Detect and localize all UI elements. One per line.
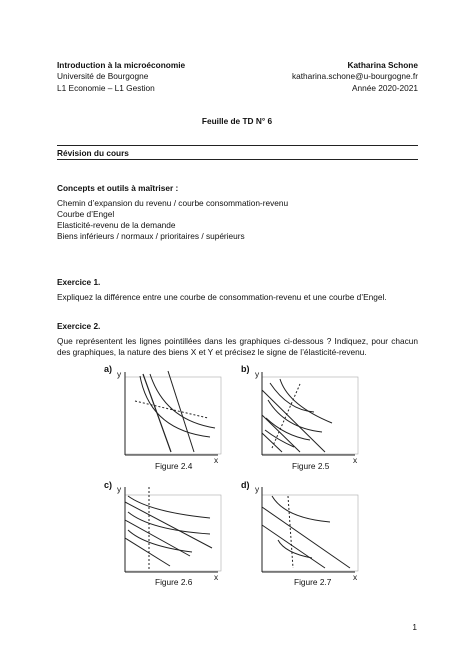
course-title: Introduction à la microéconomie — [57, 60, 186, 70]
page-title: Feuille de TD N° 6 — [201, 116, 273, 126]
figure-a — [125, 371, 221, 455]
section-title: Révision du cours — [57, 148, 129, 158]
axis-label-y-b: y — [255, 369, 260, 379]
figure-caption-d: Figure 2.7 — [294, 577, 332, 587]
panel-label-c: c) — [104, 480, 113, 490]
exercise1-text: Expliquez la différence entre une courbe de consommation-revenu et une courbe d’Engel. — [57, 292, 387, 302]
axis-label-y-d: y — [255, 484, 260, 494]
figure-caption-a: Figure 2.4 — [155, 461, 193, 471]
axis-label-x-d: x — [353, 572, 358, 582]
concept-item: Elasticité-revenu de la demande — [57, 220, 176, 230]
figure-b — [262, 372, 358, 455]
exercise2-text: Que représentent les lignes pointillées dans les graphiques ci-dessous ? Indiquez, pour chacun des graphiques, la nature des biens X et Y et précisez le signe de l’élasticité-revenu. — [57, 336, 418, 357]
concept-item: Biens inférieurs / normaux / prioritaires / supérieurs — [57, 231, 245, 241]
panel-label-b: b) — [241, 364, 250, 374]
university: Université de Bourgogne — [57, 71, 149, 81]
figure-caption-c: Figure 2.6 — [155, 577, 193, 587]
panel-label-a: a) — [104, 364, 113, 374]
page-number: 1 — [412, 622, 417, 632]
axis-label-x-c: x — [214, 572, 219, 582]
axis-label-x-a: x — [214, 455, 219, 465]
exercise2-heading: Exercice 2. — [57, 321, 101, 331]
axis-label-y-a: y — [117, 369, 122, 379]
figure-caption-b: Figure 2.5 — [292, 461, 330, 471]
concepts-heading: Concepts et outils à maîtriser : — [57, 183, 179, 193]
figure-d — [262, 487, 358, 572]
exercise1-heading: Exercice 1. — [57, 277, 101, 287]
axis-label-y-c: y — [117, 484, 122, 494]
axis-label-x-b: x — [353, 455, 358, 465]
author-name: Katharina Schone — [347, 60, 418, 70]
program: L1 Economie – L1 Gestion — [57, 83, 155, 93]
figure-c — [125, 487, 221, 572]
concept-item: Chemin d’expansion du revenu / courbe consommation-revenu — [57, 198, 289, 208]
author-email[interactable]: katharina.schone@u-bourgogne.fr — [291, 71, 418, 81]
concept-item: Courbe d’Engel — [57, 209, 115, 219]
academic-year: Année 2020-2021 — [352, 83, 418, 93]
panel-label-d: d) — [241, 480, 250, 490]
